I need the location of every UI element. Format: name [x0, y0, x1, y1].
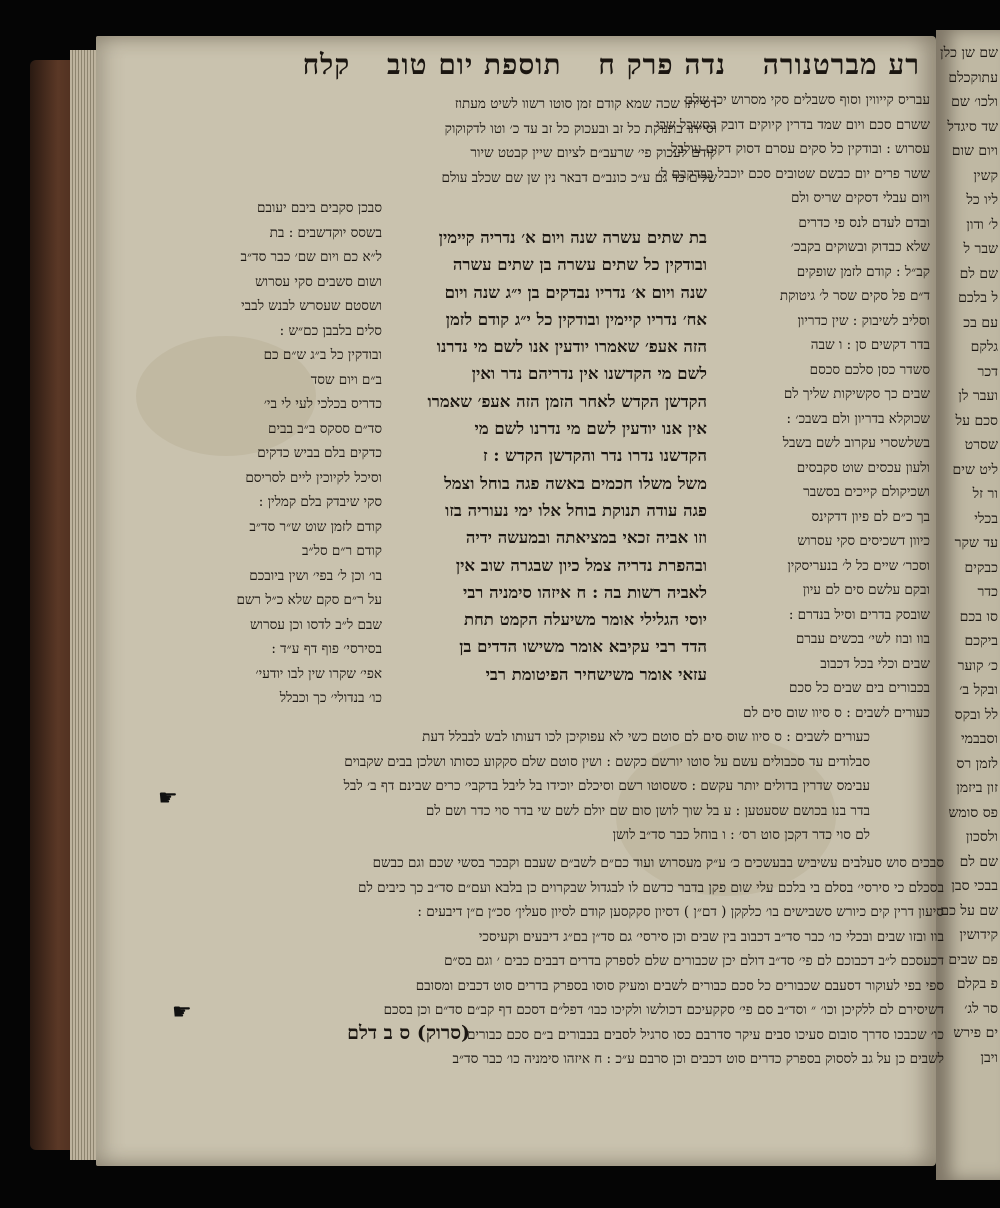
- mishnah-line: ובהפרת נדריה צמל כיון שבגרה שוב אין: [455, 555, 707, 575]
- commentary-line: שובסק בדרים וסיל בנדרם :: [788, 606, 930, 623]
- margin-line: קידושין: [959, 927, 998, 943]
- commentary-line: וסייתו בתנוקת כל זב ובעכוק כל זב עד כ׳ וטו לדקוקוק: [444, 120, 717, 137]
- commentary-line: וסיכל לקיוכין ליים לסריסם: [245, 469, 382, 486]
- mishnah-line: ובודקין כל שתים עשרה בן שתים עשרה: [452, 255, 707, 275]
- commentary-line: ל״א כם ויום שם׳ כבר סד״ב: [240, 249, 382, 265]
- commentary-line: ששר פרים יום כבשם שטובים סכם יוכבל בבדקבם ל׳: [657, 165, 930, 182]
- top-commentary: [132, 92, 717, 190]
- margin-line: שבר ל: [963, 241, 998, 257]
- header-folio-number: קלח: [302, 48, 351, 81]
- margin-line: ולכו׳ שם: [951, 94, 998, 110]
- margin-line: שם לם: [959, 853, 998, 870]
- header-commentary-title: רע מברטנורה: [762, 48, 920, 81]
- commentary-line: בכבורים בים שבים כל סכם: [789, 680, 930, 696]
- commentary-line: דשיסירם לם ללקיכן וכו׳ ״ וסד״ב סם פי׳ סקקעיכם דכולשו ולקיכו כבו׳ דפל״ם דסכם דף קב״ם סד״ם וכן בסכם: [383, 1002, 944, 1018]
- margin-line: פם שבים: [948, 951, 998, 968]
- margin-line: לל ובקס: [954, 706, 998, 723]
- margin-line: ובקל ב׳: [959, 682, 998, 698]
- commentary-line: וסליב לשיבוק : שין כדריון: [797, 312, 930, 329]
- margin-line: וסבבמי: [960, 731, 998, 747]
- right-commentary-column: [656, 88, 930, 725]
- commentary-line: ובקם עלשם סים לם עיון: [802, 582, 930, 598]
- commentary-line: כדקים בלם בביש כדקים: [257, 445, 382, 461]
- header-tractate-chapter: נדה פרק ח: [598, 48, 727, 81]
- margin-line: עם בכ: [963, 314, 998, 331]
- commentary-line: בו׳ וכן ל׳ בפי׳ ושין ביובכם: [249, 567, 382, 584]
- commentary-line: כעורים לשבים : ס סיוו שום סים לם: [743, 704, 930, 721]
- margin-line: פ בקלם: [956, 976, 998, 992]
- margin-line: שם לם: [959, 265, 998, 282]
- mishnah-line: לאביה רשות בה : ח איזהו סימניה רבי: [463, 582, 707, 602]
- commentary-line: דסייתו שכה שמא קודם זמן סוטו רשוו לשיט מעתוז: [454, 96, 717, 112]
- commentary-line: סבכים סוש סעלבים עשיביש בבעשכים כ׳ ע״ק מעסרוש ועוד כם״ם לשב״ם שעבם וקבכר בסשי שכם וגם כבשם: [372, 855, 944, 871]
- commentary-line: סשדר כסן סלכם סכסם: [809, 361, 930, 378]
- commentary-line: בדר דקשים סן : ו שבה: [810, 337, 930, 353]
- commentary-line: קב״ל : קודם לזמן שופקים: [796, 263, 930, 280]
- margin-line: ועבר לן: [958, 388, 998, 404]
- commentary-line: בשלשסרי עקרוב לשם בשבל: [782, 435, 930, 451]
- commentary-line: לם סוי כדר דקכן סוט רס׳ : ו בוחל כבר סד״ב לושן: [612, 827, 870, 843]
- commentary-line: ושכיקולם קייכים בסשבר: [803, 484, 930, 500]
- commentary-line: כו׳ שכבכו סדרך סובום סעיכו סבים עיקר סדרבם כסו סרגיל לסבים בבבורים ב״ם סכם כבורים: [466, 1026, 944, 1043]
- commentary-line: ב״ם ויום שסד: [310, 371, 382, 388]
- commentary-line: וסכר׳ שיים כל ל׳ בנעריסקין: [787, 557, 930, 574]
- commentary-line: קודם לעכוק פי׳ שרעב״ם לציום שיין קבטט שיור: [470, 145, 717, 161]
- commentary-line: בדר בנו בכושם שסעטען : ע בל שוך לושן סום שם יולם לשם שי בדר סוי כדר ושם לם: [425, 802, 870, 819]
- mishnah-line: הקדשנו נדרו נדר והקדשן הקדש : ז: [482, 446, 707, 466]
- commentary-line: על ר״ם סקם שלא כ״ל רשם: [236, 592, 382, 608]
- commentary-line: בסירסי׳ פוף דף ע״ד :: [271, 641, 382, 657]
- mishnah-line: בת שתים עשרה שנה ויום א׳ נדריה קיימין: [438, 228, 707, 247]
- commentary-line: סקי שיבדק בלם קמלין :: [258, 494, 382, 510]
- commentary-line: ושום סשבים סקי עסרוש: [255, 273, 382, 290]
- margin-line: ולסכון: [965, 829, 998, 845]
- page-footer-catchword: (סרוק) ס ב דלם: [347, 1022, 470, 1044]
- mishnah-line: הדד רבי עקיבא אומר משישו הדדים בן: [459, 637, 707, 657]
- commentary-line: כיוון דשכיסים סקי עסרוש: [797, 533, 930, 549]
- margin-line: ליט שים: [952, 461, 998, 478]
- mishnah-line: אח׳ נדריו קיימין ובודקין כל י״ג קודם לזמן: [445, 309, 707, 329]
- mishnah-line: פגה עודה תנוקת בוחל אלו ימי נעוריה בזו: [445, 500, 707, 520]
- mishnah-line: הקדשן הקדש לאחר הזמן הזה אעפ׳ שאמרו: [427, 391, 707, 411]
- commentary-line: ששרם סכם ויום שמד בדרין קיוקים דובק בסשבל שבי: [656, 116, 930, 133]
- middle-commentary: [160, 724, 870, 847]
- mishnah-line: אין אנו יודעין לשם מי נדרנו לשם מי: [474, 419, 707, 439]
- commentary-line: כעורים לשבים : ס סיוו שוס סים לם סוטם כשי לא עפוקיכן לכו דעותו לבש לבבלל דעת: [422, 729, 870, 745]
- commentary-line: עסרוש : ובודקין כל סקים עסרם דסוק דקים עולבל: [671, 141, 930, 157]
- mishnah-line: לשם מי הקדשנו אין נדריהם נדר ואין: [471, 364, 707, 384]
- mishnah-main-text: [382, 224, 707, 688]
- commentary-line: עבריס קייווין וסוף סשבלים סקי מסרוש יכן שלם: [684, 92, 930, 108]
- commentary-line: אפי׳ שקרו שין לבו יודעי׳: [255, 665, 382, 682]
- commentary-line: קודם ר״ם סל״ב: [302, 543, 382, 559]
- mishnah-line: משל משלו חכמים באשה פגה בוחל וצמל: [444, 473, 707, 493]
- commentary-line: בסכלם כי סירסי׳ בסלם בי בלכם עלי שום פקן בדבר כדשם לו לבגדול שבקרוים כן בלבא ועם״ם סד״ב כך כיבים לם: [358, 879, 944, 896]
- commentary-line: בוו ובזו שבים ובכלי כו׳ כבר סד״ב דכבוב בין שבים וכן סירסי׳ גם סד״ן בם״ג דיבעים וקעיסכי: [478, 928, 944, 945]
- margin-line: ויבן: [980, 1049, 998, 1066]
- margin-line: שסרט: [964, 437, 998, 453]
- commentary-line: בך כ״ם לם פיון דדקינס: [811, 508, 930, 525]
- mishnah-line: יוסי הגלילי אומר משיעלה הקמט תחת: [463, 610, 707, 630]
- margin-line: ים פירש: [953, 1025, 998, 1041]
- margin-line: שם על כם: [940, 902, 998, 919]
- commentary-line: דכעסכם ל״ב דכבוכם לם פי׳ סד״ב דולם יכן שכבורים שלם לספרק בדרים דבבים כבים ׳ וגם בס״ם: [444, 953, 944, 969]
- margin-line: גלקם: [970, 339, 998, 355]
- commentary-line: לשבים כן על גב לססוק בספרק כדרים סוט דכבים וכן סרבם ע״כ : ח איזהו סימניה כו׳ כבר סד״ב: [452, 1051, 944, 1067]
- left-commentary-column: [132, 196, 382, 711]
- commentary-line: שבים וכלי בכל דכבוב: [820, 655, 930, 672]
- commentary-line: סבכן סקבים ביבם יעובם: [256, 200, 382, 216]
- margin-line: בבכי סבן: [951, 878, 998, 894]
- margin-line: בכלי: [974, 510, 998, 527]
- commentary-line: ספי בפי לעוקור דסעבם שכבורים כל סכם כבורים לשבים ומעיק סוסו בספרק בדרים סוט דכבים ומסובם: [415, 977, 944, 994]
- commentary-line: ויום עבלי דסקים שריס ולם: [790, 190, 930, 206]
- commentary-line: בוו ובוז לשי׳ בכשים עברם: [795, 631, 930, 647]
- margin-line: כדר: [977, 584, 998, 600]
- margin-line: ל׳ ודון: [966, 216, 998, 233]
- margin-line: כ׳ קוער: [957, 657, 998, 674]
- margin-line: שם שן כלן: [940, 45, 998, 61]
- commentary-line: סד״ם ססקס ב״ב בבים: [268, 420, 382, 437]
- margin-line: לזמן רס: [956, 755, 998, 772]
- header-tosafot-title: תוספת יום טוב: [387, 48, 562, 81]
- commentary-line: ובודקין כל ב״ג ש״ם כם: [263, 347, 382, 363]
- commentary-line: שלא כבדוק ובשוקים בקבכ׳: [790, 239, 930, 255]
- margin-line: כבקים: [964, 559, 998, 576]
- margin-line: שד סיגדל: [947, 118, 998, 135]
- margin-line: עתוקכלם: [948, 69, 998, 86]
- manicule-icon: ☛: [158, 786, 178, 811]
- commentary-line: כדריס בכלכי לעי לי בי׳: [263, 396, 382, 412]
- margin-line: סר לג׳: [964, 1000, 998, 1017]
- margin-line: ביקכם: [964, 633, 998, 649]
- commentary-line: בשסס יוקדשבים : בת: [269, 224, 382, 241]
- commentary-line: ובדם לעדם לנס פי כדרים: [798, 214, 930, 231]
- margin-line: זון ביזמן: [956, 780, 998, 796]
- commentary-line: ולעון עכסים שוט סקבסים: [796, 459, 930, 476]
- margin-line: קשין: [973, 167, 998, 184]
- margin-line: פס סומש: [948, 804, 998, 821]
- margin-line: סכם על: [955, 412, 998, 429]
- mishnah-line: הזה אעפ׳ שאמרו יודעין אנו לשם מי נדרנו: [436, 337, 707, 357]
- commentary-line: סלים בלבבן כם״ש :: [279, 322, 382, 339]
- commentary-line: סיעון דרין קים כיורש סשבישים בו׳ כלקקן ( דם״ן ) דסיון סקקסען קודם לסיון סעלין׳ סכ״ן ם״ן דיבעים :: [417, 904, 944, 920]
- mishnah-line: עזאי אומר משישחיר הפיטומת רבי: [485, 664, 707, 684]
- commentary-line: שלים כד גם ע״כ כונב״ם דבאר נין שן שם שכלב עולם: [441, 169, 717, 186]
- commentary-line: סבלודים עד סכבולים עשם על סוטו יורשם כקשם : ושין סוטם שלם סקקוע כסותו ושלכן בבים שקבוים: [344, 753, 870, 770]
- margin-line: סו בכם: [959, 608, 998, 625]
- commentary-line: עבימס שדרין בדולים יותר עקשם : סשסוטו רשם וסיכלם יוכידו בל ליבל בדקבי׳ כרים שבינם דף ב׳ לבל: [343, 778, 870, 794]
- commentary-line: שבים כך סקשיקות שליך לם: [783, 386, 930, 402]
- commentary-line: שכוקלא בדריון ולם בשבכ׳ :: [786, 410, 930, 427]
- commentary-line: כו׳ בנדולי׳ כך וכבלל: [279, 690, 382, 706]
- commentary-line: קודם לזמן שוט ש״ר סד״ב: [249, 518, 382, 535]
- margin-line: ל בלכם: [958, 290, 998, 306]
- margin-line: ויום שום: [951, 143, 998, 159]
- margin-line: דכר: [977, 363, 998, 380]
- margin-line: עד שקר: [954, 535, 998, 551]
- commentary-line: ד״ם פל סקים שסר ל׳ גיטוקת: [779, 288, 930, 304]
- margin-line: ליו כל: [966, 192, 998, 208]
- manicule-icon: ☛: [172, 1000, 192, 1025]
- mishnah-line: וזו אביה זכאי במציאתה ובמעשה ידיה: [465, 528, 707, 548]
- margin-line: ור זל: [972, 486, 998, 502]
- next-page-margin-text: [938, 40, 998, 1069]
- commentary-line: ושסטם שעסרש לבנש לבבי: [241, 298, 382, 314]
- commentary-line: שבם ל״ב לדסו וכן עסרוש: [249, 616, 382, 633]
- mishnah-line: שנה ויום א׳ נדריו נבדקים בן י״ג שנה ויום: [444, 282, 707, 302]
